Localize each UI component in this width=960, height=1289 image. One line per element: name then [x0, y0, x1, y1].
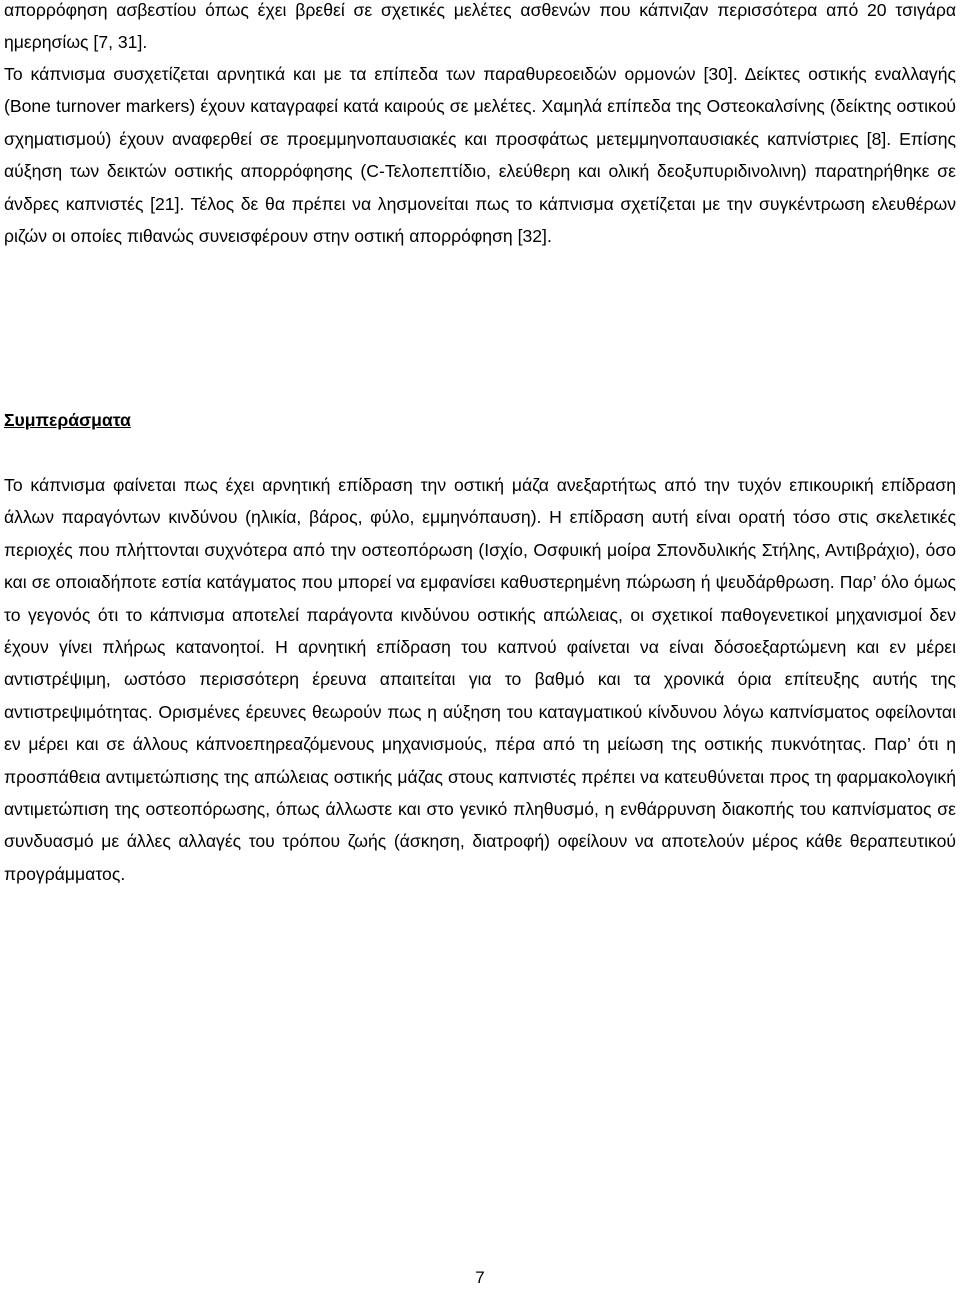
page-number: 7 — [475, 1268, 485, 1287]
section-heading-conclusions: Συμπεράσματα — [4, 410, 131, 430]
paragraph-conclusions: Το κάπνισμα φαίνεται πως έχει αρνητική επίδραση την οστική μάζα ανεξαρτήτως από την τυχόν επικουρική επίδραση άλλων παραγόντων κινδύνου (ηλικία, βάρος, φύλο, εμμηνόπαυση). Η επίδραση αυτή είναι ορατή τόσο στις σκελετικές περιοχές που πλήττονται συχνότερα από την οστεοπόρωση (Ισχίο, Οσφυική μοίρα Σπονδυλικής Στήλης, Αντιβράχιο), όσο και σε οποιαδήποτε εστία κατάγματος που μπορεί να εμφανίσει καθυστερημένη πώρωση ή ψευδάρθρωση. Παρ’ όλο όμως το γεγονός ότι το κάπνισμα αποτελεί παράγοντα κινδύνου οστικής απώλειας, οι σχετικοί παθογενετικοί μηχανισμοί δεν έχουν γίνει πλήρως κατανοητοί. Η αρνητική επίδραση του καπνού φαίνεται να είναι δόσοεξαρτώμενη και εν μέρει αντιστρέψιμη, ωστόσο περισσότερη έρευνα απαιτείται για το βαθμό και τα χρονικά όρια επίτευξης αυτής της αντιστρεψιμότητας. Ορισμένες έρευνες θεωρούν πως η αύξηση του καταγματικού κίνδυνου λόγω καπνίσματος οφείλονται εν μέρει και σε άλλους κάπνοεπηρεαζόμενους μηχανισμούς, πέρα από τη μείωση της οστικής πυκνότητας. Παρ’ ότι η προσπάθεια αντιμετώπισης της απώλειας οστικής μάζας στους καπνιστές πρέπει να κατευθύνεται προς τη φαρμακολογική αντιμετώπιση της οστεοπόρωσης, όπως άλλωστε και στο γενικό πληθυσμό, η ενθάρρυνση διακοπής του καπνίσματος σε συνδυασμό με άλλες αλλαγές του τρόπου ζωής (άσκηση, διατροφή) οφείλουν να αποτελούν μέρος κάθε θεραπευτικού προγράμματος. — [4, 475, 956, 884]
paragraph-calcium-absorption: απορρόφηση ασβεστίου όπως έχει βρεθεί σε σχετικές μελέτες ασθενών που κάπνιζαν περισσότερα από 20 τσιγάρα ημερησίως [7, 31]. — [4, 0, 956, 53]
paragraph-bone-markers: Το κάπνισμα συσχετίζεται αρνητικά και με τα επίπεδα των παραθυρεοειδών ορμονών [30]. Δείκτες οστικής εναλλαγής (Bone turnover markers) έχουν καταγραφεί κατά καιρούς σε μελέτες. Χαμηλά επίπεδα της Οστεοκαλσίνης (δείκτης οστικού σχηματισμού) έχουν αναφερθεί σε προεμμηνοπαυσιακές και προσφάτως μετεμμηνοπαυσιακές καπνίστριες [8]. Επίσης αύξηση των δεικτών οστικής απορρόφησης (C-Τελοπεπτίδιο, ελεύθερη και ολική δεοξυπυριδινολινη) παρατηρήθηκε σε άνδρες καπνιστές [21]. Τέλος δε θα πρέπει να λησμονείται πως το κάπνισμα σχετίζεται με την συγκέντρωση ελευθέρων ριζών οι οποίες πιθανώς συνεισφέρουν στην οστική απορρόφηση [32]. — [4, 64, 956, 247]
